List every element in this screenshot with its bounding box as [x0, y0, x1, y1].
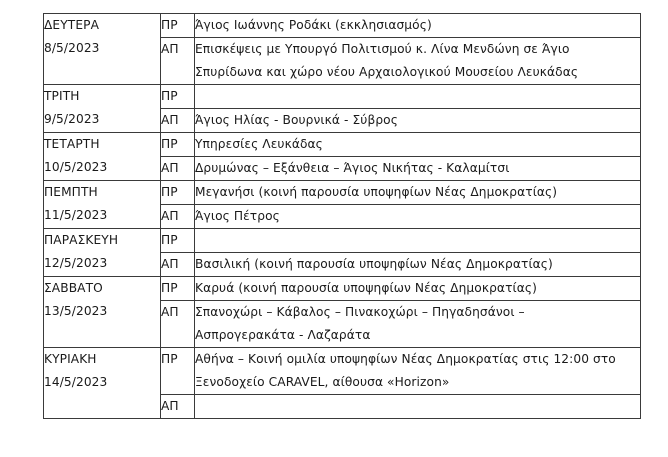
activity-line: Ξενοδοχείο CARAVEL, αίθουσα «Horizon»	[195, 375, 450, 389]
day-cell	[44, 229, 161, 277]
day-cell	[44, 14, 161, 85]
afternoon-activity: Άγιος Πέτρος	[195, 205, 641, 229]
afternoon-activity	[195, 395, 641, 419]
day-date: 10/5/2023	[44, 160, 108, 174]
campaign-schedule-table	[43, 13, 641, 419]
day-date: 11/5/2023	[44, 208, 108, 222]
day-name: ΣΑΒΒΑΤΟ	[44, 281, 103, 295]
morning-activity: Καρυά (κοινή παρουσία υποψηφίων Νέας Δημοκρατίας)	[195, 277, 641, 301]
morning-activity	[195, 348, 641, 395]
table-row	[44, 348, 641, 395]
afternoon-activity	[195, 301, 641, 348]
afternoon-label: ΑΠ	[161, 301, 195, 348]
afternoon-label: ΑΠ	[161, 253, 195, 277]
day-name: ΚΥΡΙΑΚΗ	[44, 352, 97, 366]
day-date: 12/5/2023	[44, 256, 108, 270]
day-cell	[44, 348, 161, 419]
day-date: 9/5/2023	[44, 112, 100, 126]
table-row	[44, 14, 641, 38]
afternoon-label: ΑΠ	[161, 157, 195, 181]
activity-line: Αθήνα – Κοινή ομιλία υποψηφίων Νέας Δημοκρατίας στις 12:00 στο	[195, 352, 616, 366]
table-row	[44, 277, 641, 301]
day-name: ΠΑΡΑΣΚΕΥΗ	[44, 233, 119, 247]
activity-line: Επισκέψεις με Υπουργό Πολιτισμού κ. Λίνα Μενδώνη σε Άγιο	[195, 42, 570, 56]
day-date: 13/5/2023	[44, 304, 108, 318]
day-name: ΤΕΤΑΡΤΗ	[44, 137, 100, 151]
day-cell	[44, 85, 161, 133]
table-row	[44, 181, 641, 205]
day-date: 8/5/2023	[44, 41, 100, 55]
activity-line: Ασπρογερακάτα - Λαζαράτα	[195, 328, 371, 342]
morning-activity: Μεγανήσι (κοινή παρουσία υποψηφίων Νέας Δημοκρατίας)	[195, 181, 641, 205]
afternoon-label: ΑΠ	[161, 109, 195, 133]
afternoon-label: ΑΠ	[161, 38, 195, 85]
morning-label: ΠΡ	[161, 348, 195, 395]
morning-activity: Υπηρεσίες Λευκάδας	[195, 133, 641, 157]
morning-label: ΠΡ	[161, 133, 195, 157]
afternoon-activity	[195, 38, 641, 85]
morning-activity	[195, 85, 641, 109]
table-row	[44, 229, 641, 253]
morning-label: ΠΡ	[161, 181, 195, 205]
day-date: 14/5/2023	[44, 375, 108, 389]
afternoon-label: ΑΠ	[161, 395, 195, 419]
day-name: ΤΡΙΤΗ	[44, 89, 80, 103]
day-name: ΠΕΜΠΤΗ	[44, 185, 98, 199]
day-cell	[44, 277, 161, 348]
morning-label: ΠΡ	[161, 277, 195, 301]
afternoon-activity: Βασιλική (κοινή παρουσία υποψηφίων Νέας Δημοκρατίας)	[195, 253, 641, 277]
morning-activity	[195, 229, 641, 253]
morning-label: ΠΡ	[161, 14, 195, 38]
activity-line: Σπανοχώρι – Κάβαλος – Πινακοχώρι – Πηγαδησάνοι –	[195, 305, 525, 319]
table-row	[44, 133, 641, 157]
day-cell	[44, 181, 161, 229]
table-row	[44, 85, 641, 109]
afternoon-activity: Άγιος Ηλίας - Βουρνικά - Σύβρος	[195, 109, 641, 133]
afternoon-label: ΑΠ	[161, 205, 195, 229]
morning-label: ΠΡ	[161, 85, 195, 109]
morning-activity: Άγιος Ιωάννης Ροδάκι (εκκλησιασμός)	[195, 14, 641, 38]
day-cell	[44, 133, 161, 181]
day-name: ΔΕΥΤΕΡΑ	[44, 18, 100, 32]
morning-label: ΠΡ	[161, 229, 195, 253]
afternoon-activity: Δρυμώνας – Εξάνθεια – Άγιος Νικήτας - Καλαμίτσι	[195, 157, 641, 181]
activity-line: Σπυρίδωνα και χώρο νέου Αρχαιολογικού Μουσείου Λευκάδας	[195, 65, 579, 79]
